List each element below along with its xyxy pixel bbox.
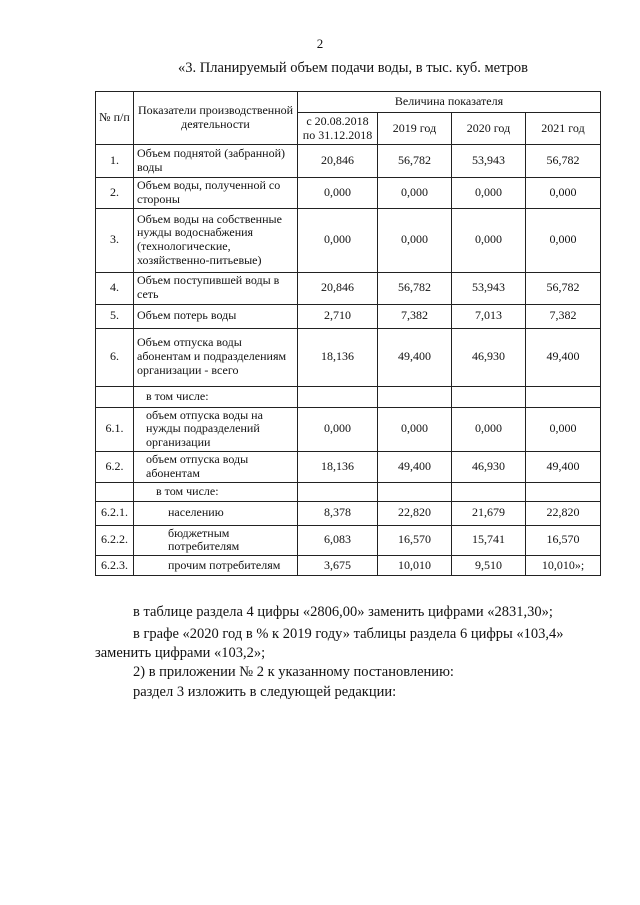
row-value: 0,000 (526, 407, 601, 451)
table-row (96, 208, 601, 272)
row-number: 4. (96, 272, 134, 304)
row-value: 0,000 (452, 208, 526, 272)
row-label: Объем потерь воды (134, 304, 298, 328)
row-value: 0,000 (526, 208, 601, 272)
row-value: 16,570 (378, 525, 452, 556)
row-value: 15,741 (452, 525, 526, 556)
row-value: 0,000 (298, 178, 378, 209)
row-value: 0,000 (378, 178, 452, 209)
row-value: 9,510 (452, 556, 526, 576)
table-body (96, 145, 601, 576)
row-value: 0,000 (298, 407, 378, 451)
row-number: 6.2.3. (96, 556, 134, 576)
paragraph-1: в таблице раздела 4 цифры «2806,00» заменить цифрами «2831,30»; (133, 604, 553, 620)
row-value (378, 482, 452, 501)
section-title: «3. Планируемый объем подачи воды, в тыс. куб. метров (178, 60, 528, 76)
row-value: 0,000 (452, 407, 526, 451)
row-label: Объем воды на собственные нужды водоснабжения (технологические, хозяйственно-питьевые) (134, 208, 298, 272)
paragraph-4: раздел 3 изложить в следующей редакции: (133, 684, 397, 700)
row-value (526, 482, 601, 501)
row-value: 53,943 (452, 145, 526, 178)
row-value: 6,083 (298, 525, 378, 556)
row-value: 10,010 (378, 556, 452, 576)
row-label: Объем воды, полученной со стороны (134, 178, 298, 209)
row-value: 56,782 (526, 145, 601, 178)
table-row (96, 501, 601, 525)
row-number: 6. (96, 328, 134, 386)
row-number (96, 386, 134, 407)
row-value: 0,000 (452, 178, 526, 209)
row-number: 5. (96, 304, 134, 328)
row-value: 18,136 (298, 451, 378, 482)
table-header-row (96, 92, 601, 113)
row-value: 56,782 (526, 272, 601, 304)
row-value: 21,679 (452, 501, 526, 525)
row-number: 3. (96, 208, 134, 272)
row-value: 22,820 (378, 501, 452, 525)
paragraph-2b: заменить цифрами «103,2»; (95, 645, 266, 661)
table-row (96, 145, 601, 178)
row-value: 56,782 (378, 145, 452, 178)
row-number: 6.2.1. (96, 501, 134, 525)
row-value: 10,010»; (526, 556, 601, 576)
header-period: с 20.08.2018 по 31.12.2018 (298, 113, 378, 145)
row-value: 20,846 (298, 272, 378, 304)
row-number: 6.2.2. (96, 525, 134, 556)
table-row (96, 386, 601, 407)
row-number: 2. (96, 178, 134, 209)
row-value: 0,000 (298, 208, 378, 272)
row-label: объем отпуска воды абонентам (134, 451, 298, 482)
row-value: 22,820 (526, 501, 601, 525)
table-row (96, 451, 601, 482)
table-row (96, 272, 601, 304)
row-label: прочим потребителям (134, 556, 298, 576)
row-label: населению (134, 501, 298, 525)
header-indicator: Показатели производственной деятельности (134, 92, 298, 145)
row-label: в том числе: (134, 482, 298, 501)
row-value: 18,136 (298, 328, 378, 386)
header-num: № п/п (96, 92, 134, 145)
row-value: 20,846 (298, 145, 378, 178)
header-value-group: Величина показателя (298, 92, 601, 113)
row-value: 49,400 (378, 328, 452, 386)
row-value: 46,930 (452, 328, 526, 386)
row-value (452, 386, 526, 407)
header-period: 2021 год (526, 113, 601, 145)
row-value: 49,400 (526, 328, 601, 386)
row-value: 49,400 (526, 451, 601, 482)
row-value: 0,000 (526, 178, 601, 209)
row-label: бюджетным потребителям (134, 525, 298, 556)
row-value: 2,710 (298, 304, 378, 328)
paragraph-3: 2) в приложении № 2 к указанному постановлению: (133, 664, 454, 680)
row-value: 0,000 (378, 407, 452, 451)
page-number: 2 (316, 36, 324, 51)
row-label: Объем поднятой (забранной) воды (134, 145, 298, 178)
row-value (378, 386, 452, 407)
row-number: 1. (96, 145, 134, 178)
row-value: 3,675 (298, 556, 378, 576)
row-number: 6.1. (96, 407, 134, 451)
row-value: 0,000 (378, 208, 452, 272)
row-value: 7,382 (526, 304, 601, 328)
row-number (96, 482, 134, 501)
row-value: 16,570 (526, 525, 601, 556)
row-label: в том числе: (134, 386, 298, 407)
row-value: 7,013 (452, 304, 526, 328)
row-value: 8,378 (298, 501, 378, 525)
row-value (298, 482, 378, 501)
table-row (96, 178, 601, 209)
row-value: 53,943 (452, 272, 526, 304)
row-value (526, 386, 601, 407)
row-value (452, 482, 526, 501)
row-value: 56,782 (378, 272, 452, 304)
table-row (96, 556, 601, 576)
table-row (96, 328, 601, 386)
table-row (96, 304, 601, 328)
header-period: 2019 год (378, 113, 452, 145)
table-row (96, 525, 601, 556)
row-value: 7,382 (378, 304, 452, 328)
row-label: Объем поступившей воды в сеть (134, 272, 298, 304)
header-period: 2020 год (452, 113, 526, 145)
row-number: 6.2. (96, 451, 134, 482)
row-label: Объем отпуска воды абонентам и подразделениям организации - всего (134, 328, 298, 386)
row-value: 49,400 (378, 451, 452, 482)
table-row (96, 407, 601, 451)
row-label: объем отпуска воды на нужды подразделений организации (134, 407, 298, 451)
row-value: 46,930 (452, 451, 526, 482)
row-value (298, 386, 378, 407)
water-supply-table (95, 91, 601, 576)
paragraph-2a: в графе «2020 год в % к 2019 году» таблицы раздела 6 цифры «103,4» (133, 626, 564, 642)
table-row (96, 482, 601, 501)
